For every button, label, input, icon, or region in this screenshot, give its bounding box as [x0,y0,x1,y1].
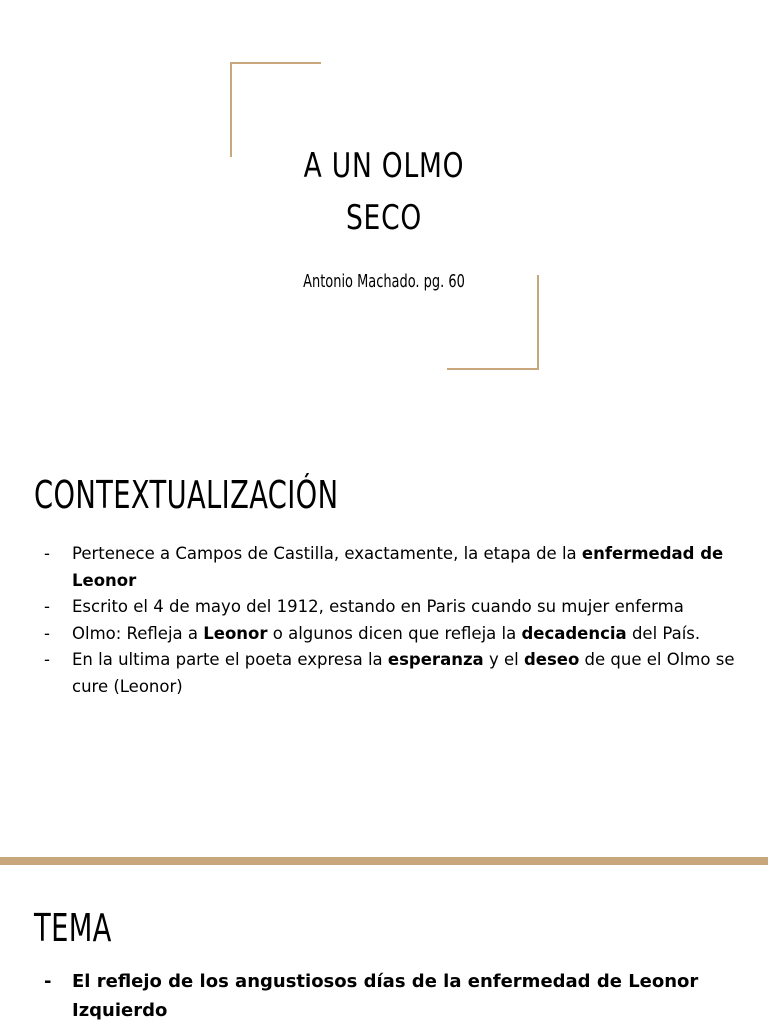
bullet-text: del País. [626,623,701,643]
bullet-text-bold: esperanza [387,650,484,669]
bullet-text-bold: enfermedad de Leonor [72,544,724,590]
bullet-item [44,647,744,700]
bullet-text-bold: decadencia [521,623,627,643]
bullet-text: Pertenece a Campos de Castilla, exactamente, la etapa de la [72,544,582,563]
bullet-marker: - [44,544,50,563]
presentation-title [267,140,501,244]
context-heading: CONTEXTUALIZACIÓN [34,473,339,517]
corner-frame-bottom-right [447,275,539,370]
bullet-marker: - [44,597,50,616]
bullet-item [44,594,744,621]
title-slide [0,0,768,420]
bullet-text: y el [483,650,524,669]
bullet-item [44,621,744,648]
bullet-item [44,967,744,1025]
bullet-text: Escrito el 4 de mayo del 1912, estando en Paris cuando su mujer enferma [72,597,684,616]
bullet-text: de que el Olmo se cure (Leonor) [72,650,735,696]
title-line-2: SECO [345,198,423,238]
context-bullet-list [44,541,744,700]
theme-heading: TEMA [34,906,112,950]
bullet-text-bold: Leonor [203,623,268,643]
bullet-text-bold: deseo [523,650,580,669]
theme-bullet-list [44,967,744,1025]
bullet-text: o algunos dicen que refleja la [267,623,522,643]
theme-slide [0,865,768,1024]
bullet-text-bold: El reflejo de los angustiosos días de la enfermedad de Leonor Izquierdo [72,971,699,1021]
bullet-text: En la ultima parte el poeta expresa la [72,650,388,669]
title-line-1: A UN OLMO [303,146,465,186]
bullet-marker: - [44,971,52,992]
presentation-subtitle: Antonio Machado. pg. 60 [303,271,465,292]
bullet-marker: - [44,623,50,643]
context-slide [0,420,768,857]
bullet-item [44,541,744,594]
bullet-marker: - [44,650,50,669]
slide-divider [0,857,768,865]
bullet-text: Olmo: Refleja a [72,623,204,643]
